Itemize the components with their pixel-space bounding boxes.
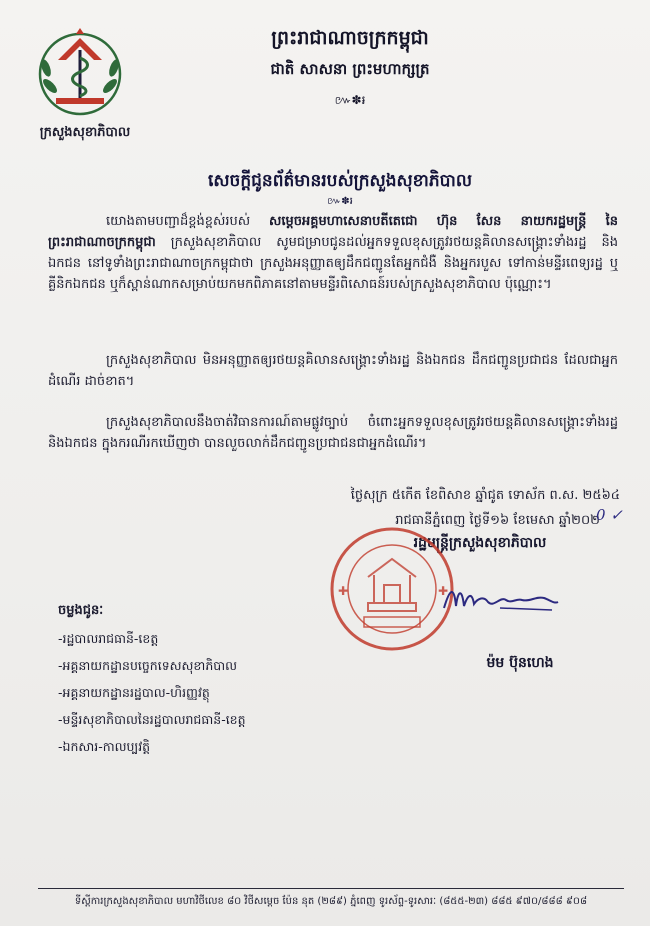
recipient-item: -អគ្គនាយកដ្ឋានរដ្ឋបាល-ហិរញ្ញវត្ថុ bbox=[58, 685, 210, 700]
ministry-logo-icon bbox=[30, 28, 130, 120]
signatory-name: ម៉ម ប៊ុនហេង bbox=[486, 655, 554, 671]
solar-date: រាជធានីភ្នំពេញ ថ្ងៃទី១៦ ខែមេសា ឆ្នាំ២០២ bbox=[395, 513, 600, 528]
recipient-item: -អគ្គនាយកដ្ឋានបច្ចេកទេសសុខាភិបាល bbox=[58, 658, 238, 673]
header-ornament: ៚✽៛ bbox=[334, 93, 366, 107]
paragraph-1-intro: យោងតាមបញ្ជាដ៏ខ្ពង់ខ្ពស់របស់ bbox=[106, 214, 269, 229]
paragraph-1 bbox=[48, 211, 618, 295]
ministry-name: ក្រសួងសុខាភិបាល bbox=[39, 125, 131, 140]
handwritten-year-suffix: 0 ✓ bbox=[596, 506, 623, 524]
official-seal-stamp bbox=[328, 525, 456, 653]
footer-address: ទីស្តីការក្រសួងសុខាភិបាល មហាវិថីលេខ ៨០ វិថីសម្តេច ប៉ែន នុត (២៨៩) ភ្នំពេញ ទូរស័ព្ទ-ទូរសារៈ (៨៥៥-២៣) ៨៨៥ ៩៧០/៨៨៨ ៩០៨ bbox=[74, 896, 588, 907]
recipient-item: -ឯកសារ-កាលប្បវត្តិ bbox=[58, 739, 151, 754]
recipients-list bbox=[58, 628, 246, 763]
kingdom-heading: ព្រះរាជាណាចក្រកម្ពុជា bbox=[271, 27, 429, 49]
paragraph-2: ក្រសួងសុខាភិបាល មិនអនុញ្ញាតឲ្យរថយន្តគិលានសង្គ្រោះទាំងរដ្ឋ និងឯកជន ដឹកជញ្ជូនប្រជាជន ដែលជាអ្នកដំណើរ ដាច់ខាត។ bbox=[48, 353, 618, 389]
handwritten-signature bbox=[440, 578, 560, 618]
lunar-date: ថ្ងៃសុក្រ ៥កើត ខែពិសាខ ឆ្នាំជូត ទោស័ក ព.ស. ២៥៦៤ bbox=[350, 488, 620, 503]
national-motto: ជាតិ សាសនា ព្រះមហាក្សត្រ bbox=[270, 60, 430, 78]
paragraph-3: ក្រសួងសុខាភិបាលនឹងចាត់វិធានការណ៍តាមផ្លូវច្បាប់ ចំពោះអ្នកទទួលខុសត្រូវរថយន្តគិលានសង្គ្រោះទាំងរដ្ឋ និងឯកជន ក្នុងករណីរកឃើញថា បានលួចលាក់ដឹកជញ្ជូនប្រជាជនជាអ្នកដំណើរ។ bbox=[48, 415, 618, 451]
recipients-title: ចម្លងជូនៈ bbox=[58, 603, 104, 618]
recipient-item: -រដ្ឋបាលរាជធានី-ខេត្ត bbox=[58, 631, 159, 646]
svg-text:✚: ✚ bbox=[338, 584, 349, 598]
paragraph-1-rest: ក្រសួងសុខាភិបាល សូមជម្រាបជូនដល់អ្នកទទួលខុសត្រូវរថយន្តគិលានសង្គ្រោះទាំងរដ្ឋ និងឯកជន នៅទូទាំងព្រះរាជាណាចក្រកម្ពុជាថា ក្រសួងអនុញ្ញាតឲ្យដឹកជញ្ជូនតែអ្នកជំងឺ និងអ្នករបួស ទៅកាន់មន្ទីរពេទ្យរដ្ឋ ឬគ្លីនិកឯកជន ឬក៏ស្ពាន់ណាកសម្រាប់យកមកពិភាគនៅតាមមន្ទីរពិសោធន៍របស់ក្រសួងសុខាភិបាល ប៉ុណ្ណោះ។ bbox=[48, 235, 618, 292]
footer-divider bbox=[38, 888, 624, 889]
paragraph-1-bold: សម្តេចអគ្គមហាសេនាបតីតេជោ ហ៊ុន សែន នាយករដ្ឋមន្ត្រី នៃព្រះរាជាណាចក្រកម្ពុជា bbox=[48, 214, 618, 250]
title-ornament: ៚✽៛ bbox=[327, 196, 353, 207]
document-title: សេចក្តីជូនព័ត៌មានរបស់ក្រសួងសុខាភិបាល bbox=[207, 171, 473, 191]
svg-text:✚: ✚ bbox=[438, 584, 449, 598]
signatory-title: រដ្ឋមន្ត្រីក្រសួងសុខាភិបាល bbox=[413, 535, 547, 551]
recipient-item: -មន្ទីរសុខាភិបាលនៃរដ្ឋបាលរាជធានី-ខេត្ត bbox=[58, 712, 246, 727]
